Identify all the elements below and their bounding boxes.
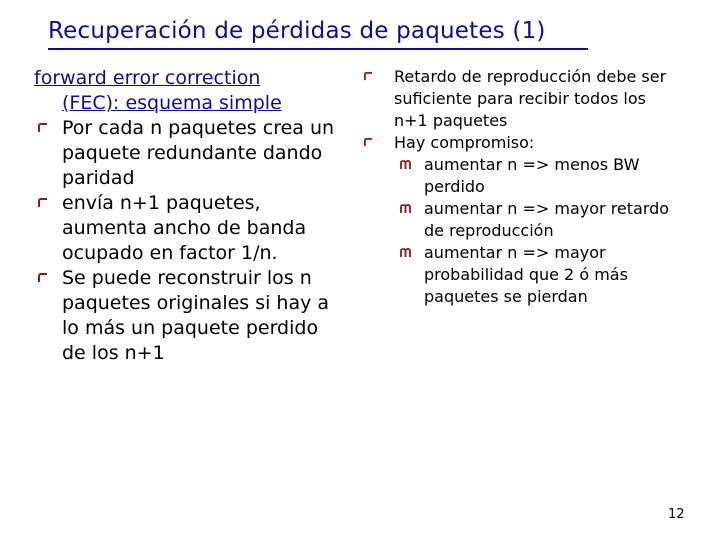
r-arrow-bullet-icon <box>38 198 48 208</box>
title-underline <box>48 48 588 50</box>
right-bullet-item <box>362 66 682 132</box>
left-bullet-item <box>34 266 344 366</box>
right-bullet-text: Hay compromiso: <box>394 133 535 152</box>
m-bullet-icon <box>400 204 411 214</box>
sub-bullet-text: aumentar n => mayor retardo de reproducción <box>424 199 670 240</box>
left-bullet-text: envía n+1 paquetes, aumenta ancho de banda ocupado en factor 1/n. <box>62 192 307 264</box>
r-arrow-bullet-icon <box>38 273 48 283</box>
left-bullet-text: Se puede reconstruir los n paquetes originales si hay a lo más un paquete perdido de los n+1 <box>62 267 330 364</box>
sub-bullet-item <box>394 198 682 242</box>
left-column <box>34 66 344 366</box>
r-arrow-bullet-icon <box>38 123 48 133</box>
left-bullet-text: Por cada n paquetes crea un paquete redundante dando paridad <box>62 117 335 189</box>
sub-bullet-item <box>394 242 682 308</box>
sub-bullet-item <box>394 154 682 198</box>
left-bullet-list <box>34 116 344 366</box>
fec-heading-line1: forward error correction <box>34 67 261 89</box>
page-number: 12 <box>668 507 685 522</box>
r-arrow-bullet-icon <box>364 138 373 147</box>
right-column <box>362 66 682 308</box>
right-bullet-text: Retardo de reproducción debe ser suficiente para recibir todos los n+1 paquetes <box>394 67 667 130</box>
sub-bullet-text: aumentar n => menos BW perdido <box>424 155 640 196</box>
fec-heading <box>34 66 344 116</box>
r-arrow-bullet-icon <box>364 72 373 81</box>
sub-bullet-text: aumentar n => mayor probabilidad que 2 ó más paquetes se pierdan <box>424 243 628 306</box>
right-bullet-item <box>362 132 682 308</box>
sub-bullet-list <box>394 154 682 308</box>
m-bullet-icon <box>400 160 411 170</box>
right-bullet-list <box>362 66 682 308</box>
slide-title: Recuperación de pérdidas de paquetes (1) <box>48 18 546 44</box>
m-bullet-icon <box>400 248 411 258</box>
left-bullet-item <box>34 191 344 266</box>
fec-heading-line2: (FEC): esquema simple <box>62 92 282 114</box>
left-bullet-item <box>34 116 344 191</box>
